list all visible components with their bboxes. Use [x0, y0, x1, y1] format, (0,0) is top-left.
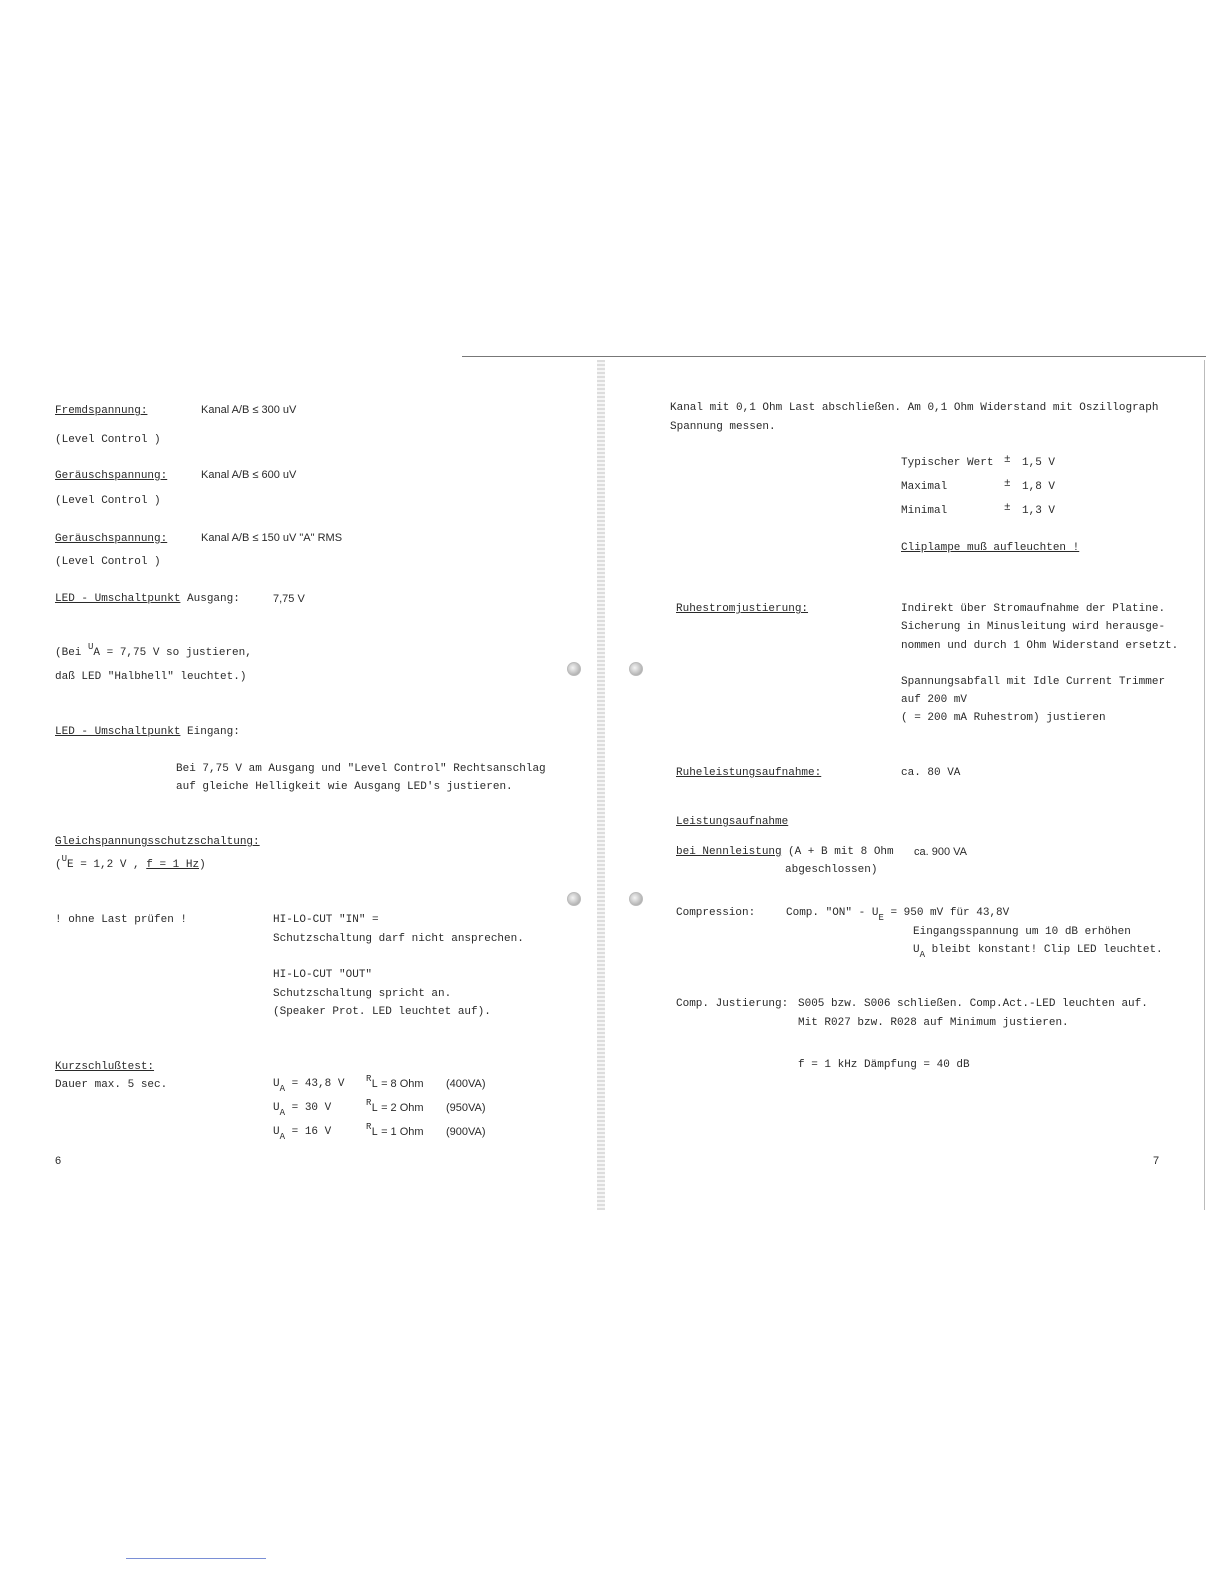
ruhe-text: auf 200 mV	[901, 694, 968, 706]
kurz-r-value: = 2 Ohm	[378, 1102, 424, 1114]
page-fold	[597, 360, 605, 1210]
ger2-value: Kanal A/B ≤ 150 uV "A" RMS	[201, 532, 343, 544]
kurz-u-value: = 16 V	[285, 1126, 332, 1138]
gleich-mid: = 1,2 V ,	[73, 859, 147, 871]
value-label: Typischer Wert	[901, 457, 994, 469]
punch-hole	[567, 662, 581, 676]
ruhe-text: ( = 200 mA Ruhestrom) justieren	[901, 712, 1106, 724]
kurz-va: (950VA)	[446, 1102, 486, 1114]
comp-justierung-label: Comp. Justierung:	[676, 998, 789, 1010]
gleich-sub: E	[67, 859, 74, 871]
value-pm: ±	[1004, 502, 1011, 514]
gleich-symbol: U	[61, 854, 68, 864]
page-number-right: 7	[1153, 1155, 1160, 1167]
kurz-row	[273, 1077, 345, 1094]
kurz-r-symbol: R	[366, 1122, 372, 1132]
kurz-u-sub: A	[279, 1132, 286, 1142]
kurz-r	[366, 1098, 424, 1116]
hilo-out-desc1: Schutzschaltung spricht an.	[273, 988, 452, 1000]
bei-line1	[55, 642, 252, 660]
nenn-value: ca. 900 VA	[914, 846, 967, 858]
gleich-label: Gleichspannungsschutzschaltung:	[55, 836, 260, 848]
ruhe-text: Sicherung in Minusleitung wird herausge-	[901, 621, 1166, 633]
gleich-post: )	[199, 859, 206, 871]
hilo-out: HI-LO-CUT "OUT"	[273, 969, 373, 981]
kurz-r-value: = 1 Ohm	[378, 1126, 424, 1138]
gleich-pre: (	[55, 859, 62, 871]
punch-hole	[629, 892, 643, 906]
nenn-label: bei Nennleistung	[676, 846, 782, 858]
kurz-dauer: Dauer max. 5 sec.	[55, 1079, 168, 1091]
kurz-r-sub: L	[371, 1127, 379, 1139]
comp-justierung-text: S005 bzw. S006 schließen. Comp.Act.-LED leuchten auf.	[798, 998, 1148, 1010]
page-number-left: 6	[55, 1155, 62, 1167]
comp-line3	[913, 943, 1163, 960]
led-out-suffix: Ausgang:	[180, 593, 240, 605]
comp-l3-post: bleibt konstant! Clip LED leuchtet.	[925, 944, 1163, 956]
fremd-label: Fremdspannung:	[55, 405, 148, 417]
kurz-row	[273, 1101, 332, 1118]
gleich-freq: f = 1 Hz	[146, 859, 200, 871]
intro-line1: Kanal mit 0,1 Ohm Last abschließen. Am 0,1 Ohm Widerstand mit Oszillograph	[670, 402, 1159, 414]
daempfung: f = 1 kHz Dämpfung = 40 dB	[798, 1059, 970, 1071]
comp-sub: E	[878, 913, 884, 923]
kurz-u-symbol: U	[273, 1126, 280, 1138]
bei-symbol: U	[88, 642, 94, 652]
led-in-text2: auf gleiche Helligkeit wie Ausgang LED's justieren.	[176, 781, 513, 793]
comp-l3-sub: A	[919, 950, 926, 960]
fremd-note: (Level Control )	[55, 434, 161, 446]
punch-hole	[629, 662, 643, 676]
led-in-suffix: Eingang:	[180, 726, 240, 738]
value-label: Maximal	[901, 481, 948, 493]
kurz-label: Kurzschlußtest:	[55, 1061, 155, 1073]
led-out-line	[55, 592, 240, 606]
kurz-u-value: = 30 V	[285, 1102, 332, 1114]
kurz-r-sub: L	[371, 1079, 379, 1091]
kurz-u-value: = 43,8 V	[285, 1078, 345, 1090]
right-edge-rule	[1204, 360, 1205, 1210]
ger2-note: (Level Control )	[55, 556, 161, 568]
bei-line2: daß LED "Halbhell" leuchtet.)	[55, 671, 247, 683]
comp-symbol: U	[871, 907, 879, 919]
value-number: 1,5 V	[1022, 457, 1056, 469]
kurz-r-symbol: R	[366, 1074, 372, 1084]
ruhe-text: Indirekt über Stromaufnahme der Platine.	[901, 603, 1166, 615]
hilo-out-desc2: (Speaker Prot. LED leuchtet auf).	[273, 1006, 491, 1018]
ruhe-text: Spannungsabfall mit Idle Current Trimmer	[901, 676, 1166, 688]
kurz-va: (400VA)	[446, 1078, 486, 1090]
ruhe-label: Ruhestromjustierung:	[676, 603, 809, 615]
kurz-row	[273, 1125, 332, 1142]
value-pm: ±	[1004, 454, 1011, 466]
ruheleistung-value: ca. 80 VA	[901, 767, 961, 779]
comp-line1	[786, 906, 1010, 923]
ger1-value: Kanal A/B ≤ 600 uV	[201, 469, 297, 481]
ruhe-text: nommen und durch 1 Ohm Widerstand ersetzt.	[901, 640, 1179, 652]
ger2-label: Geräuschspannung:	[55, 533, 168, 545]
led-out-label: LED - Umschaltpunkt	[55, 593, 181, 605]
kurz-u-symbol: U	[273, 1102, 280, 1114]
hilo-in: HI-LO-CUT "IN" =	[273, 914, 379, 926]
comp-label: Compression:	[676, 907, 756, 919]
top-rule	[462, 356, 1206, 357]
punch-hole	[567, 892, 581, 906]
led-out-value: 7,75 V	[273, 593, 305, 605]
leistung-label: Leistungsaufnahme	[676, 816, 789, 828]
ohne-last: ! ohne Last prüfen !	[55, 914, 188, 926]
comp-justierung-text: Mit R027 bzw. R028 auf Minimum justieren.	[798, 1017, 1069, 1029]
intro-line2: Spannung messen.	[670, 421, 776, 433]
kurz-r-sub: L	[371, 1103, 379, 1115]
ger1-note: (Level Control )	[55, 495, 161, 507]
kurz-va: (900VA)	[446, 1126, 486, 1138]
led-in-label: LED - Umschaltpunkt	[55, 726, 181, 738]
nenn-desc: (A + B mit 8 Ohm	[788, 846, 894, 858]
comp-l3-symbol: U	[913, 944, 920, 956]
kurz-u-symbol: U	[273, 1078, 280, 1090]
bottom-blue-rule	[126, 1558, 266, 1559]
kurz-u-sub: A	[279, 1084, 286, 1094]
kurz-r	[366, 1074, 424, 1092]
clip-note: Cliplampe muß aufleuchten !	[901, 542, 1080, 554]
kurz-u-sub: A	[279, 1108, 286, 1118]
hilo-in-desc: Schutzschaltung darf nicht ansprechen.	[273, 933, 524, 945]
bei-pre: (Bei	[55, 647, 89, 659]
nenn-desc: abgeschlossen)	[785, 864, 878, 876]
fremd-value: Kanal A/B ≤ 300 uV	[201, 404, 297, 416]
value-pm: ±	[1004, 478, 1011, 490]
gleich-line	[55, 854, 206, 872]
kurz-r	[366, 1122, 424, 1140]
comp-post: = 950 mV für 43,8V	[883, 907, 1010, 919]
bei-sub: A	[93, 647, 101, 659]
led-in-line	[55, 725, 240, 739]
value-number: 1,8 V	[1022, 481, 1056, 493]
led-in-text1: Bei 7,75 V am Ausgang und "Level Control" Rechtsanschlag	[176, 763, 546, 775]
ruheleistung-label: Ruheleistungsaufnahme:	[676, 767, 822, 779]
comp-line2: Eingangsspannung um 10 dB erhöhen	[913, 926, 1131, 938]
value-number: 1,3 V	[1022, 505, 1056, 517]
kurz-r-symbol: R	[366, 1098, 372, 1108]
ger1-label: Geräuschspannung:	[55, 470, 168, 482]
value-label: Minimal	[901, 505, 948, 517]
bei-post: = 7,75 V so justieren,	[100, 647, 252, 659]
comp-pre: Comp. "ON" -	[786, 907, 872, 919]
kurz-r-value: = 8 Ohm	[378, 1078, 424, 1090]
